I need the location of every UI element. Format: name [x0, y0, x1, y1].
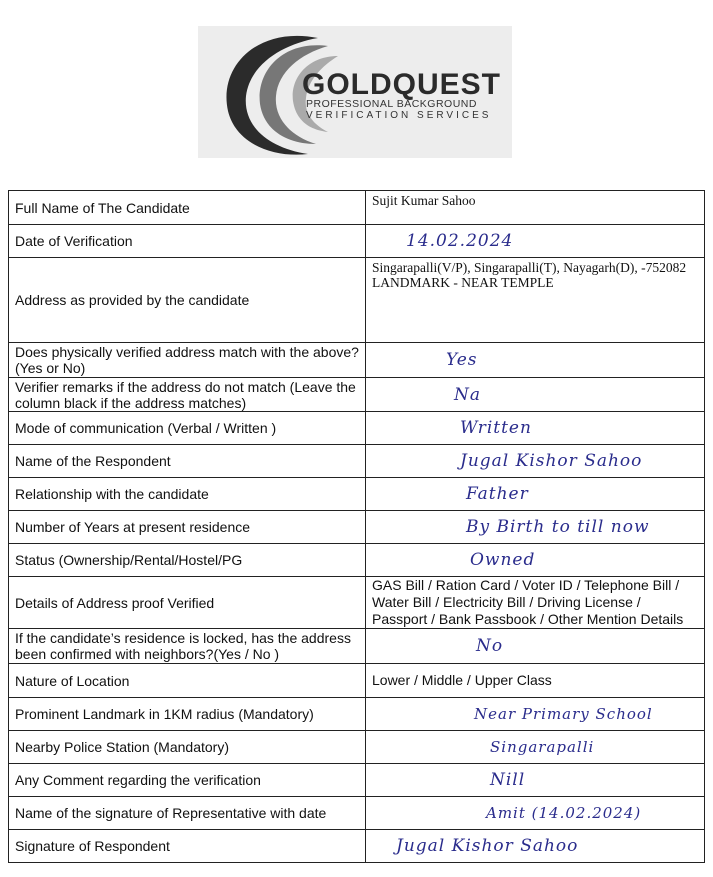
- table-row: [9, 225, 705, 258]
- label-mode-of-communication: Mode of communication (Verbal / Written ): [9, 412, 366, 445]
- label-date-of-verification: Date of Verification: [9, 225, 366, 258]
- label-comment: Any Comment regarding the verification: [9, 764, 366, 797]
- verification-form-table: [8, 190, 705, 863]
- table-row: [9, 830, 705, 863]
- label-years-at-residence: Number of Years at present residence: [9, 511, 366, 544]
- label-police-station: Nearby Police Station (Mandatory): [9, 731, 366, 764]
- value-representative-signature: Amit (14.02.2024): [366, 797, 705, 830]
- table-row: [9, 797, 705, 830]
- label-respondent-signature: Signature of Respondent: [9, 830, 366, 863]
- value-mode-of-communication: Written: [366, 412, 705, 445]
- table-row: [9, 698, 705, 731]
- table-row: [9, 445, 705, 478]
- table-row: [9, 258, 705, 343]
- logo-tagline-1: PROFESSIONAL BACKGROUND: [306, 98, 477, 110]
- label-prominent-landmark: Prominent Landmark in 1KM radius (Mandatory): [9, 698, 366, 731]
- table-row: [9, 191, 705, 225]
- table-row: [9, 629, 705, 664]
- value-police-station: Singarapalli: [366, 731, 705, 764]
- table-row: [9, 664, 705, 698]
- logo-tagline-2: VERIFICATION SERVICES: [306, 110, 492, 121]
- value-verifier-remarks: Na: [366, 378, 705, 412]
- table-row: [9, 511, 705, 544]
- value-address-match: Yes: [366, 343, 705, 378]
- table-row: [9, 412, 705, 445]
- label-address-proof: Details of Address proof Verified: [9, 577, 366, 629]
- table-row: [9, 577, 705, 629]
- value-prominent-landmark: Near Primary School: [366, 698, 705, 731]
- value-respondent-name: Jugal Kishor Sahoo: [366, 445, 705, 478]
- value-date-of-verification: 14.02.2024: [366, 225, 705, 258]
- value-relationship: Father: [366, 478, 705, 511]
- table-row: [9, 544, 705, 577]
- value-address: Singarapalli(V/P), Singarapalli(T), Nayagarh(D), -752082 LANDMARK - NEAR TEMPLE: [366, 258, 705, 343]
- table-row: [9, 378, 705, 412]
- label-representative-signature: Name of the signature of Representative with date: [9, 797, 366, 830]
- table-row: [9, 478, 705, 511]
- logo-brand: GOLDQUEST: [302, 68, 502, 101]
- value-comment: Nill: [366, 764, 705, 797]
- label-full-name: Full Name of The Candidate: [9, 191, 366, 225]
- label-respondent-name: Name of the Respondent: [9, 445, 366, 478]
- value-full-name: Sujit Kumar Sahoo: [366, 191, 705, 225]
- label-nature-of-location: Nature of Location: [9, 664, 366, 698]
- value-address-proof: GAS Bill / Ration Card / Voter ID / Telephone Bill / Water Bill / Electricity Bill / Driving License / Passport / Bank Passbook / Other Mention Details: [366, 577, 705, 629]
- value-years-at-residence: By Birth to till now: [366, 511, 705, 544]
- value-respondent-signature: Jugal Kishor Sahoo: [366, 830, 705, 863]
- label-relationship: Relationship with the candidate: [9, 478, 366, 511]
- table-row: [9, 343, 705, 378]
- label-status: Status (Ownership/Rental/Hostel/PG: [9, 544, 366, 577]
- label-verifier-remarks: Verifier remarks if the address do not match (Leave the column black if the address matches): [9, 378, 366, 412]
- value-status: Owned: [366, 544, 705, 577]
- table-row: [9, 731, 705, 764]
- goldquest-logo: [198, 26, 512, 158]
- label-address-match: Does physically verified address match with the above? (Yes or No): [9, 343, 366, 378]
- table-row: [9, 764, 705, 797]
- label-residence-locked: If the candidate’s residence is locked, has the address been confirmed with neighbors?(Yes / No ): [9, 629, 366, 664]
- value-residence-locked: No: [366, 629, 705, 664]
- value-nature-of-location: Lower / Middle / Upper Class: [366, 664, 705, 698]
- label-address: Address as provided by the candidate: [9, 258, 366, 343]
